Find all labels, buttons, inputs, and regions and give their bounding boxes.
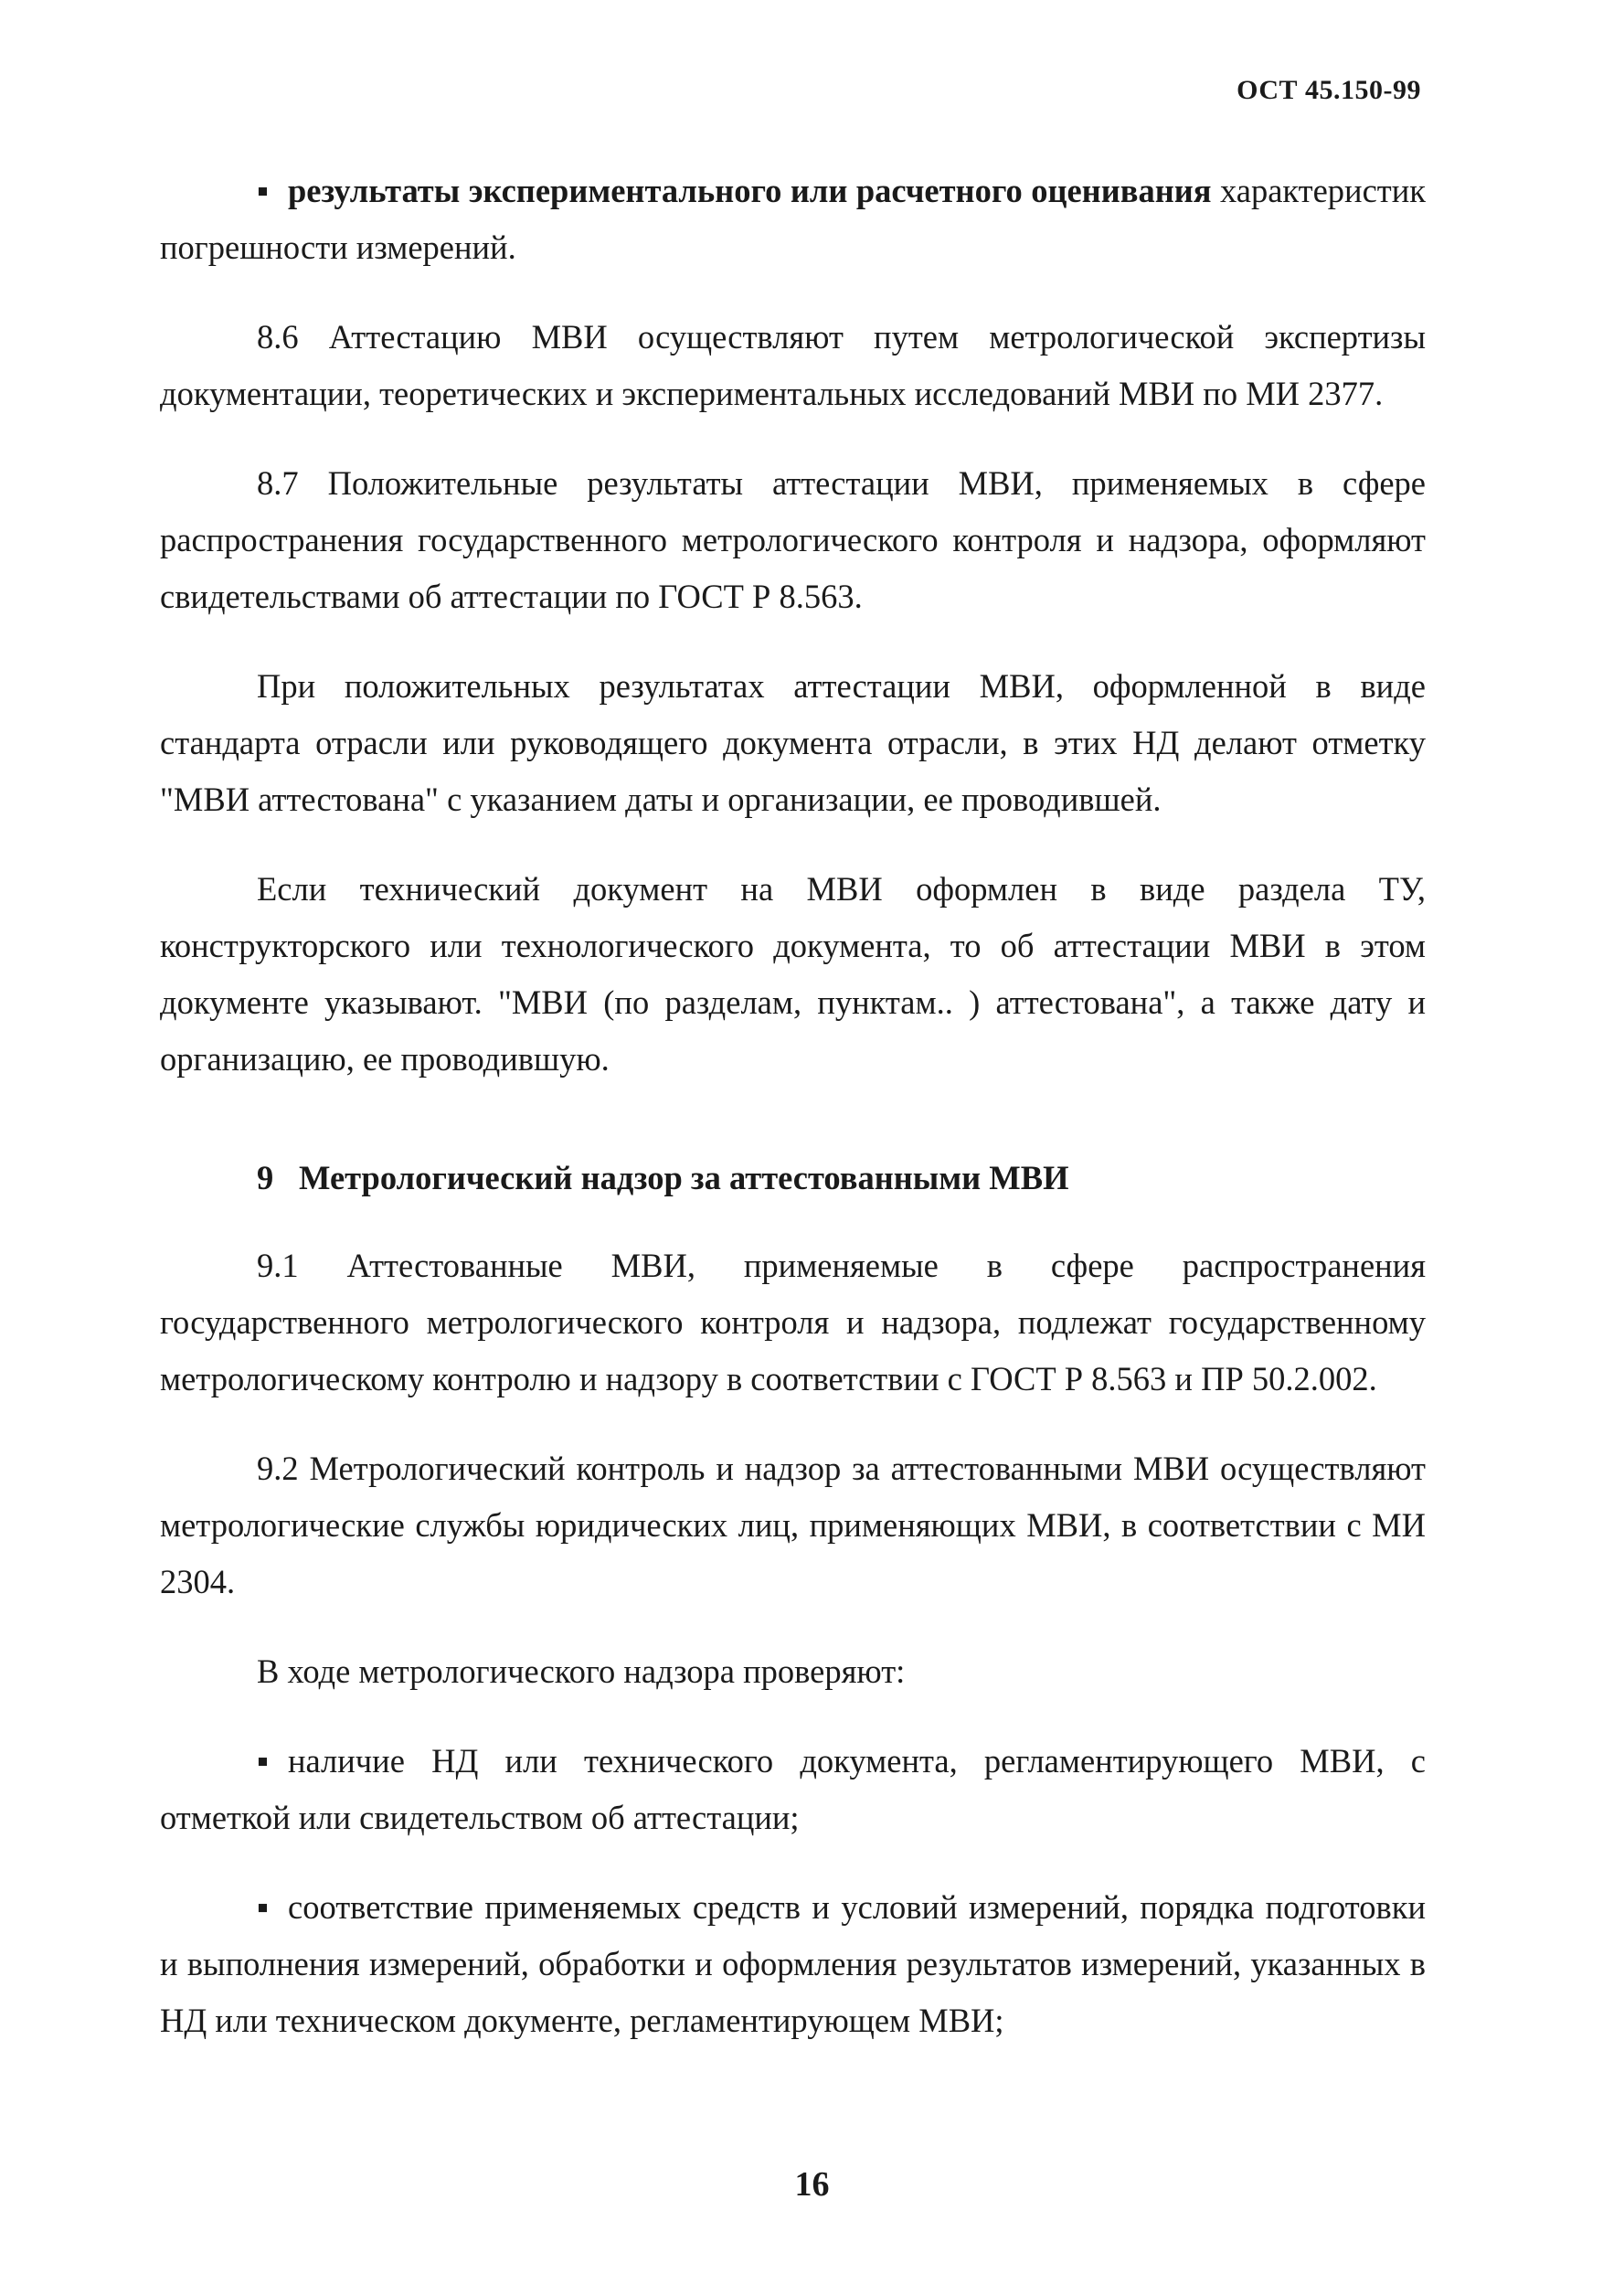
list-item-text: наличие НД или технического документа, регламентирующего МВИ, с отметкой или свидетельством об аттестации; [160,1742,1426,1836]
list-item-compliance [160,1879,1426,2049]
section-heading [160,1150,1426,1206]
paragraph-technical-document: Если технический документ на МВИ оформлен в виде раздела ТУ, конструкторского или технологического документа, то об аттестации МВИ в этом документе указывают. "МВИ (по разделам, пунктам.. ) аттестована", а также дату и организацию, ее проводившую. [160,870,1426,1078]
paragraph-supervision-checks: В ходе метрологического надзора проверяют: [257,1652,906,1690]
list-item-document-presence [160,1733,1426,1846]
document-body [160,163,1426,2082]
bullet-icon: ▪ [257,1742,269,1780]
bullet-icon: ▪ [257,1888,269,1926]
section-title: Метрологический надзор за аттестованными МВИ [299,1159,1069,1196]
document-code: ОСТ 45.150-99 [1237,75,1421,105]
bullet-results-bold: результаты экспериментального или расчетного оценивания [288,172,1212,209]
section-number: 9 [257,1159,274,1196]
list-item-text: соответствие применяемых средств и условий измерений, порядка подготовки и выполнения измерений, обработки и оформления результатов измерений, указанных в НД или техническом документе, регламентирующем МВИ; [160,1888,1426,2039]
page-number: 16 [794,2165,830,2204]
paragraph-8-7: 8.7 Положительные результаты аттестации МВИ, применяемых в сфере распространения государственного метрологического контроля и надзора, оформляют свидетельствами об аттестации по ГОСТ Р 8.563. [160,464,1426,615]
paragraph-9-1: 9.1 Аттестованные МВИ, применяемые в сфере распространения государственного метрологического контроля и надзора, подлежат государственному метрологическому контролю и надзору в соответствии с ГОСТ Р 8.563 и ПР 50.2.002. [160,1247,1426,1397]
paragraph-9-2: 9.2 Метрологический контроль и надзор за аттестованными МВИ осуществляют метрологические службы юридических лиц, применяющих МВИ, в соответствии с МИ 2304. [160,1450,1426,1600]
paragraph-positive-results: При положительных результатах аттестации МВИ, оформленной в виде стандарта отрасли или руководящего документа отрасли, в этих НД делают отметку "МВИ аттестована" с указанием даты и организации, ее проводившей. [160,667,1426,818]
bullet-icon: ▪ [257,172,269,209]
paragraph-bullet-results [160,163,1426,276]
paragraph-8-6: 8.6 Аттестацию МВИ осуществляют путем метрологической экспертизы документации, теоретических и экспериментальных исследований МВИ по МИ 2377. [160,318,1426,412]
bullet-results-rest: характеристик погрешности измерений. [160,172,1426,266]
